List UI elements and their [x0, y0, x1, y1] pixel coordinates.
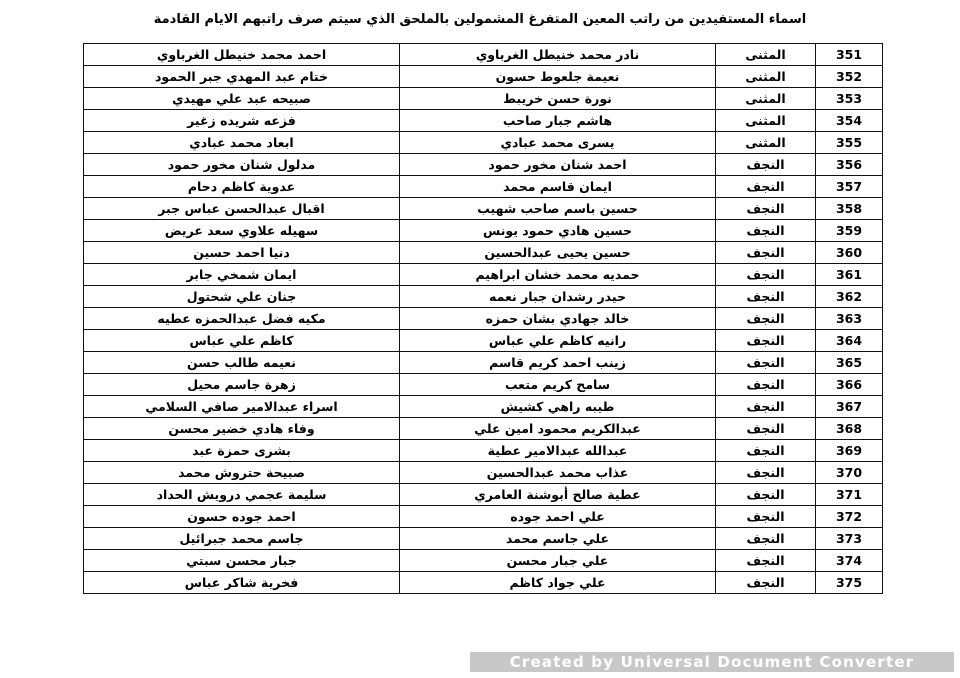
table-row	[84, 550, 883, 572]
governorate-cell: النجف	[716, 484, 816, 506]
row-number-cell: 365	[816, 352, 883, 374]
caretaker-name-cell: سليمة عجمي درويش الحداد	[84, 484, 400, 506]
governorate-cell: النجف	[716, 396, 816, 418]
row-number-cell: 354	[816, 110, 883, 132]
caretaker-name-cell: اسراء عبدالامير صافي السلامي	[84, 396, 400, 418]
governorate-cell: النجف	[716, 374, 816, 396]
beneficiary-name-cell: احمد شنان مخور حمود	[400, 154, 716, 176]
caretaker-name-cell: مكيه فضل عبدالحمزه عطيه	[84, 308, 400, 330]
row-number-cell: 351	[816, 44, 883, 66]
table-row	[84, 352, 883, 374]
row-number-cell: 359	[816, 220, 883, 242]
governorate-cell: المثنى	[716, 110, 816, 132]
caretaker-name-cell: جبار محسن سبتي	[84, 550, 400, 572]
beneficiary-name-cell: سامح كريم متعب	[400, 374, 716, 396]
table-row	[84, 308, 883, 330]
caretaker-name-cell: عدوية كاظم دحام	[84, 176, 400, 198]
governorate-cell: النجف	[716, 418, 816, 440]
beneficiaries-table	[83, 43, 883, 594]
row-number-cell: 367	[816, 396, 883, 418]
row-number-cell: 370	[816, 462, 883, 484]
caretaker-name-cell: احمد محمد خنيطل الغرباوي	[84, 44, 400, 66]
row-number-cell: 353	[816, 88, 883, 110]
governorate-cell: المثنى	[716, 132, 816, 154]
table-row	[84, 66, 883, 88]
beneficiary-name-cell: ايمان قاسم محمد	[400, 176, 716, 198]
table-row	[84, 132, 883, 154]
table-row	[84, 154, 883, 176]
row-number-cell: 366	[816, 374, 883, 396]
governorate-cell: النجف	[716, 264, 816, 286]
beneficiary-name-cell: عبدالكريم محمود امين علي	[400, 418, 716, 440]
table-row	[84, 330, 883, 352]
table-row	[84, 110, 883, 132]
table-row	[84, 176, 883, 198]
governorate-cell: النجف	[716, 440, 816, 462]
caretaker-name-cell: مدلول شنان مخور حمود	[84, 154, 400, 176]
caretaker-name-cell: احمد جوده حسون	[84, 506, 400, 528]
governorate-cell: النجف	[716, 550, 816, 572]
beneficiary-name-cell: هاشم جبار صاحب	[400, 110, 716, 132]
governorate-cell: النجف	[716, 154, 816, 176]
caretaker-name-cell: ختام عبد المهدي جبر الحمود	[84, 66, 400, 88]
table-row	[84, 440, 883, 462]
beneficiary-name-cell: علي جواد كاظم	[400, 572, 716, 594]
row-number-cell: 356	[816, 154, 883, 176]
row-number-cell: 357	[816, 176, 883, 198]
beneficiary-name-cell: علي احمد جوده	[400, 506, 716, 528]
beneficiary-name-cell: يسرى محمد عبادي	[400, 132, 716, 154]
table-row	[84, 528, 883, 550]
caretaker-name-cell: اقبال عبدالحسن عباس جبر	[84, 198, 400, 220]
caretaker-name-cell: نعيمه طالب حسن	[84, 352, 400, 374]
beneficiary-name-cell: رانيه كاظم علي عباس	[400, 330, 716, 352]
row-number-cell: 361	[816, 264, 883, 286]
caretaker-name-cell: جاسم محمد جبرائيل	[84, 528, 400, 550]
row-number-cell: 375	[816, 572, 883, 594]
caretaker-name-cell: بشرى حمزة عبد	[84, 440, 400, 462]
beneficiary-name-cell: حسين باسم صاحب شهيب	[400, 198, 716, 220]
caretaker-name-cell: كاظم علي عباس	[84, 330, 400, 352]
caretaker-name-cell: جنان علي شحتول	[84, 286, 400, 308]
caretaker-name-cell: فزعه شريده زغير	[84, 110, 400, 132]
caretaker-name-cell: ايمان شمخي جابر	[84, 264, 400, 286]
beneficiary-name-cell: حمديه محمد خشان ابراهيم	[400, 264, 716, 286]
table-row	[84, 396, 883, 418]
beneficiary-name-cell: نادر محمد خنيطل الغرباوي	[400, 44, 716, 66]
caretaker-name-cell: دنيا احمد حسين	[84, 242, 400, 264]
beneficiary-name-cell: عطية صالح أبوشنة العامري	[400, 484, 716, 506]
caretaker-name-cell: صبيحه عبد علي مهيدي	[84, 88, 400, 110]
caretaker-name-cell: صبيحة حتروش محمد	[84, 462, 400, 484]
row-number-cell: 372	[816, 506, 883, 528]
caretaker-name-cell: فخرية شاكر عباس	[84, 572, 400, 594]
table-row	[84, 418, 883, 440]
beneficiaries-table-body	[84, 44, 883, 594]
caretaker-name-cell: ابعاد محمد عبادي	[84, 132, 400, 154]
row-number-cell: 363	[816, 308, 883, 330]
row-number-cell: 360	[816, 242, 883, 264]
table-row	[84, 88, 883, 110]
table-row	[84, 484, 883, 506]
row-number-cell: 362	[816, 286, 883, 308]
table-row	[84, 220, 883, 242]
table-row	[84, 572, 883, 594]
row-number-cell: 358	[816, 198, 883, 220]
governorate-cell: النجف	[716, 330, 816, 352]
beneficiary-name-cell: حسين هادي حمود يونس	[400, 220, 716, 242]
governorate-cell: النجف	[716, 308, 816, 330]
governorate-cell: المثنى	[716, 88, 816, 110]
governorate-cell: المثنى	[716, 44, 816, 66]
governorate-cell: النجف	[716, 286, 816, 308]
table-row	[84, 264, 883, 286]
table-row	[84, 198, 883, 220]
converter-watermark: Created by Universal Document Converter	[470, 652, 954, 672]
beneficiary-name-cell: عبدالله عبدالامير عطية	[400, 440, 716, 462]
beneficiary-name-cell: زينب احمد كريم قاسم	[400, 352, 716, 374]
beneficiary-name-cell: خالد جهادي بشان حمزه	[400, 308, 716, 330]
row-number-cell: 374	[816, 550, 883, 572]
governorate-cell: النجف	[716, 528, 816, 550]
governorate-cell: المثنى	[716, 66, 816, 88]
governorate-cell: النجف	[716, 352, 816, 374]
beneficiary-name-cell: حسين يحيى عبدالحسين	[400, 242, 716, 264]
document-title: اسماء المستفيدين من راتب المعين المتفرغ المشمولين بالملحق الذي سيتم صرف راتبهم الايام القادمة	[153, 12, 807, 27]
row-number-cell: 364	[816, 330, 883, 352]
row-number-cell: 368	[816, 418, 883, 440]
governorate-cell: النجف	[716, 462, 816, 484]
beneficiary-name-cell: علي جاسم محمد	[400, 528, 716, 550]
beneficiary-name-cell: نورة حسن خريبط	[400, 88, 716, 110]
governorate-cell: النجف	[716, 242, 816, 264]
governorate-cell: النجف	[716, 506, 816, 528]
beneficiary-name-cell: نعيمة جلعوط حسون	[400, 66, 716, 88]
table-row	[84, 44, 883, 66]
row-number-cell: 352	[816, 66, 883, 88]
row-number-cell: 373	[816, 528, 883, 550]
governorate-cell: النجف	[716, 198, 816, 220]
table-row	[84, 506, 883, 528]
beneficiary-name-cell: طيبه راهي كشيش	[400, 396, 716, 418]
beneficiary-name-cell: علي جبار محسن	[400, 550, 716, 572]
row-number-cell: 371	[816, 484, 883, 506]
beneficiary-name-cell: عذاب محمد عبدالحسين	[400, 462, 716, 484]
governorate-cell: النجف	[716, 220, 816, 242]
table-row	[84, 374, 883, 396]
row-number-cell: 369	[816, 440, 883, 462]
governorate-cell: النجف	[716, 176, 816, 198]
table-row	[84, 286, 883, 308]
beneficiary-name-cell: حيدر رشدان جبار نعمه	[400, 286, 716, 308]
table-row	[84, 242, 883, 264]
caretaker-name-cell: سهيله علاوي سعد عريض	[84, 220, 400, 242]
table-row	[84, 462, 883, 484]
row-number-cell: 355	[816, 132, 883, 154]
caretaker-name-cell: وفاء هادي خضير محسن	[84, 418, 400, 440]
governorate-cell: النجف	[716, 572, 816, 594]
caretaker-name-cell: زهرة جاسم محيل	[84, 374, 400, 396]
